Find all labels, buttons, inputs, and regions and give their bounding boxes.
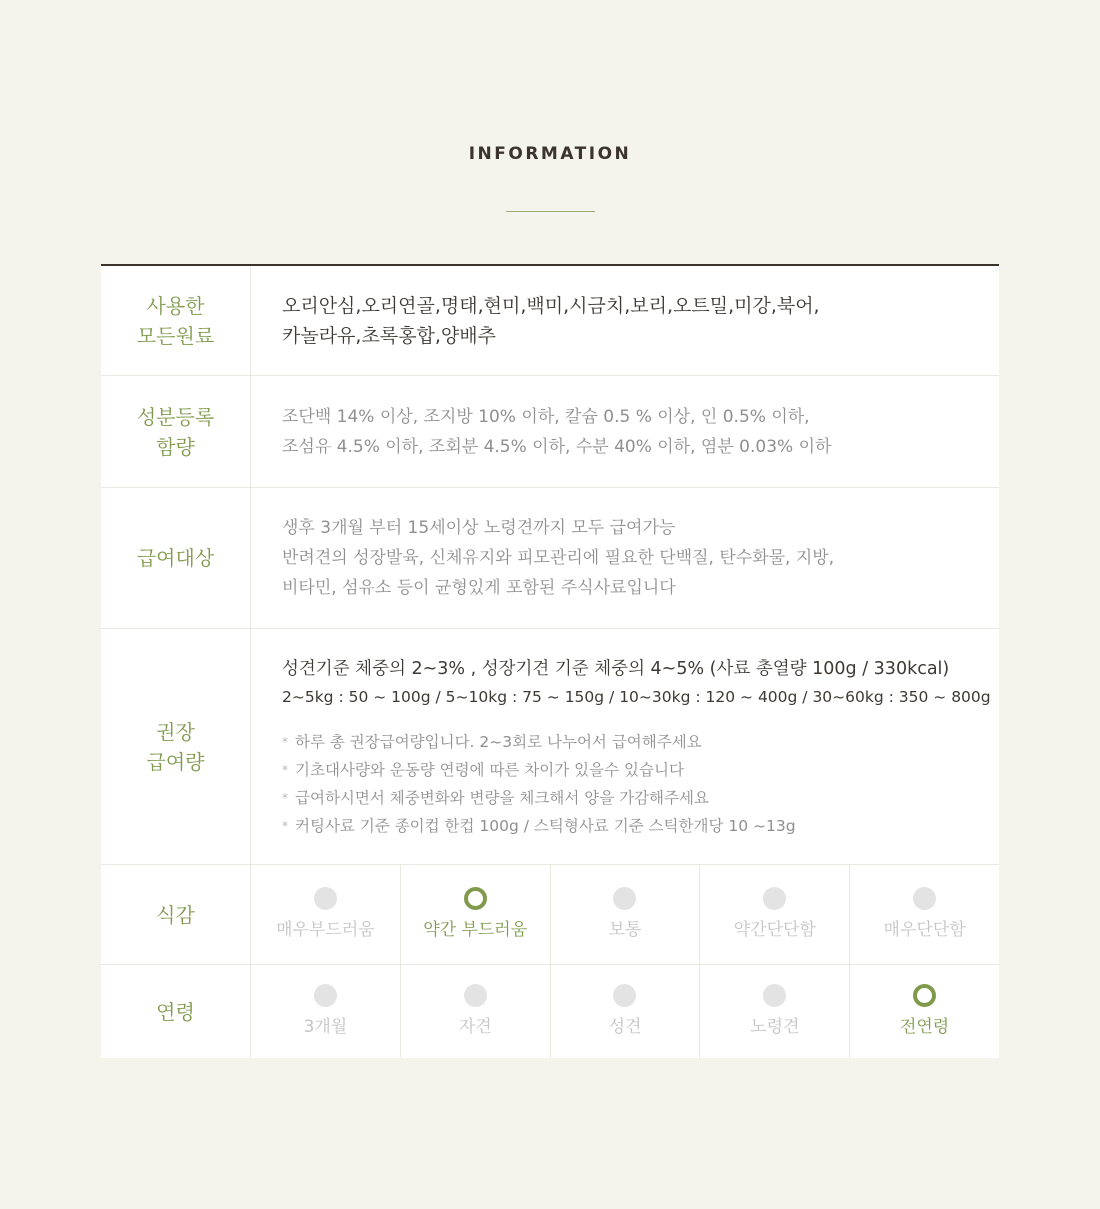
age-option (700, 965, 850, 1058)
option-label: 전연령 (899, 1017, 950, 1037)
option-label: 약간단단함 (733, 920, 816, 940)
option-label: 성견 (608, 1017, 642, 1037)
feeding-notes (282, 728, 999, 840)
feeding-note (282, 812, 999, 840)
age-option (850, 965, 999, 1058)
title-divider (506, 211, 595, 212)
radio-dot-icon (763, 887, 786, 910)
row-age (101, 965, 999, 1058)
note-text: 기초대사량와 운동량 연령에 따른 차이가 있을수 있습니다 (295, 760, 684, 779)
feeding-weights-text: 2~5kg : 50 ~ 100g / 5~10kg : 75 ~ 150g / 10~30kg : 120 ~ 400g / 30~60kg : 350 ~ 800g (282, 687, 991, 706)
nutrients-line: 조단백 14% 이상, 조지방 10% 이하, 칼슘 0.5 % 이상, 인 0.5% 이하, (282, 406, 810, 427)
texture-options (251, 865, 999, 964)
radio-dot-icon (314, 984, 337, 1007)
note-text: 급여하시면서 체중변화와 변량을 체크해서 양을 가감해주세요 (295, 788, 709, 807)
row-target (101, 488, 999, 629)
radio-dot-icon (464, 887, 487, 910)
texture-option (401, 865, 551, 964)
age-option (251, 965, 401, 1058)
product-info-table (101, 264, 999, 1058)
target-line: 반려견의 성장발육, 신체유지와 피모관리에 필요한 단백질, 탄수화물, 지방, (282, 548, 835, 568)
radio-dot-icon (913, 984, 936, 1007)
texture-option (251, 865, 401, 964)
row-label-feeding: 권장 급여량 (101, 629, 251, 864)
target-content (251, 488, 999, 628)
option-label: 노령견 (750, 1017, 800, 1037)
ingredients-content (251, 266, 999, 375)
radio-dot-icon (613, 984, 636, 1007)
option-label: 보통 (608, 920, 642, 940)
row-texture (101, 865, 999, 965)
option-label: 자견 (458, 1017, 492, 1037)
row-feeding (101, 629, 999, 865)
feeding-note (282, 756, 999, 784)
texture-option (551, 865, 701, 964)
row-ingredients (101, 266, 999, 376)
ingredients-line: 오리안심,오리연골,명태,현미,백미,시금치,보리,오트밀,미강,북어, (282, 294, 820, 317)
note-bullet: * (282, 734, 288, 749)
age-option (401, 965, 551, 1058)
target-line: 비타민, 섬유소 등이 균형있게 포함된 주식사료입니다 (282, 578, 676, 598)
radio-dot-icon (763, 984, 786, 1007)
texture-option (850, 865, 999, 964)
age-option (551, 965, 701, 1058)
radio-dot-icon (613, 887, 636, 910)
note-bullet: * (282, 790, 288, 805)
note-bullet: * (282, 818, 288, 833)
feeding-content (251, 629, 999, 864)
note-text: 하루 총 권장급여량입니다. 2~3회로 나누어서 급여해주세요 (295, 732, 702, 751)
option-label: 3개월 (303, 1017, 348, 1037)
age-options (251, 965, 999, 1058)
row-label-nutrients: 성분등록 함량 (101, 376, 251, 487)
row-label-target: 급여대상 (101, 488, 251, 628)
note-bullet: * (282, 762, 288, 777)
note-text: 커팅사료 기준 종이컵 한컵 100g / 스틱형사료 기준 스틱한개당 10 ~13g (295, 816, 796, 835)
feeding-main-text: 성견기준 체중의 2~3% , 성장기견 기준 체중의 4~5% (사료 총열량 100g / 330kcal) (282, 658, 950, 679)
option-label: 약간 부드러움 (423, 920, 528, 940)
row-label-texture: 식감 (101, 865, 251, 964)
target-line: 생후 3개월 부터 15세이상 노령견까지 모두 급여가능 (282, 518, 676, 538)
row-label-ingredients: 사용한 모든원료 (101, 266, 251, 375)
ingredients-line: 카놀라유,초록홍합,양배추 (282, 324, 496, 347)
feeding-note (282, 784, 999, 812)
radio-dot-icon (314, 887, 337, 910)
radio-dot-icon (913, 887, 936, 910)
nutrients-content (251, 376, 999, 487)
feeding-note (282, 728, 999, 756)
texture-option (700, 865, 850, 964)
nutrients-line: 조섬유 4.5% 이하, 조회분 4.5% 이하, 수분 40% 이하, 염분 0.03% 이하 (282, 436, 832, 457)
row-label-age: 연령 (101, 965, 251, 1058)
option-label: 매우부드러움 (276, 920, 375, 940)
radio-dot-icon (464, 984, 487, 1007)
row-nutrients (101, 376, 999, 488)
section-title: INFORMATION (468, 144, 632, 164)
option-label: 매우단단함 (883, 920, 966, 940)
